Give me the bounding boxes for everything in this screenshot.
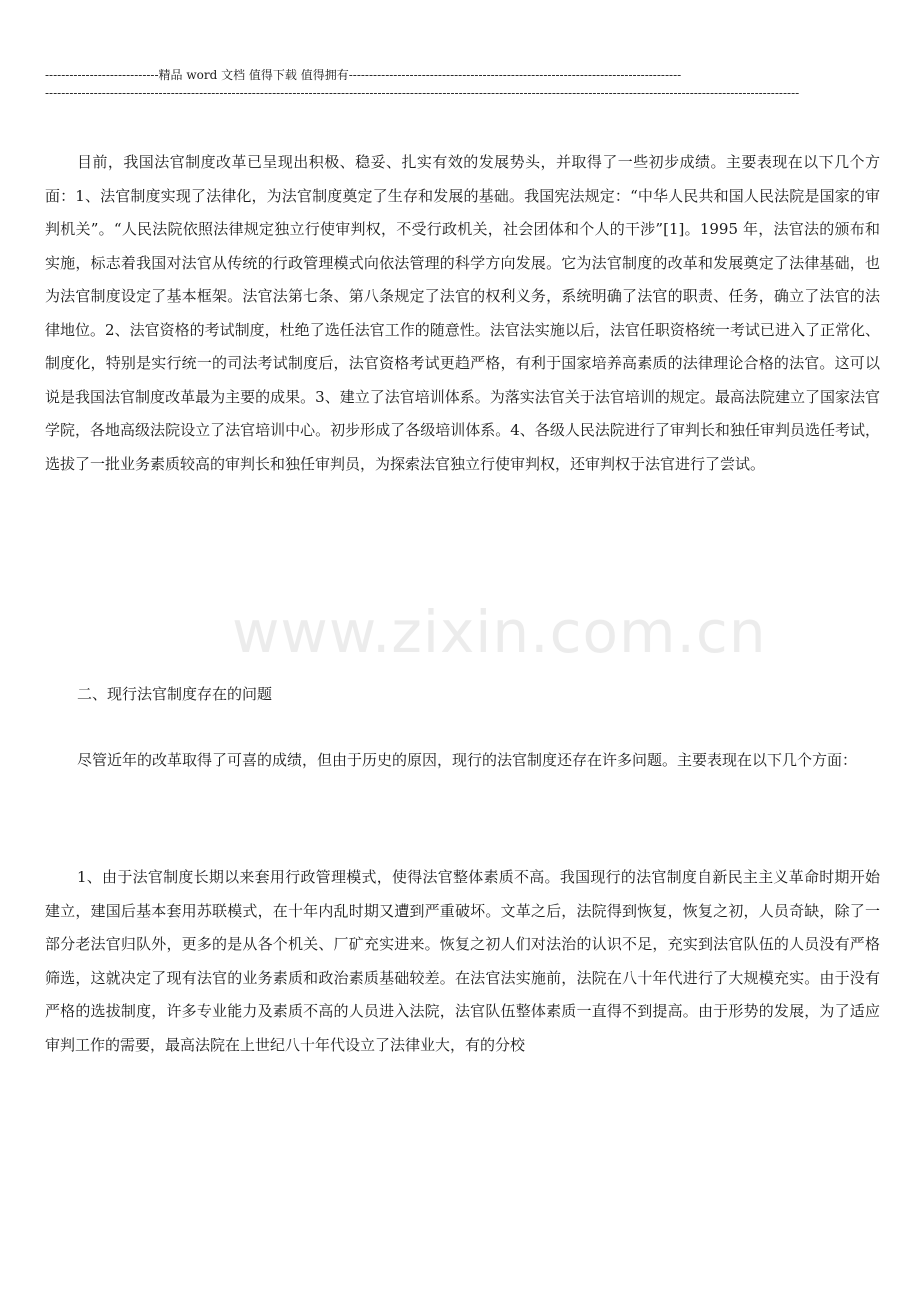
paragraph-achievements: 目前，我国法官制度改革已呈现出积极、稳妥、扎实有效的发展势头，并取得了一些初步成绩。主要表现在以下几个方面：1、法官制度实现了法律化，为法官制度奠定了生存和发展的基础。我国宪法规定：“中华人民共和国人民法院是国家的审判机关”。“人民法院依照法律规定独立行使审判权，不受行政机关，社会团体和个人的干涉”[1]。1995 年，法官法的颁布和实施，标志着我国对法官从传统的行政管理模式向依法管理的科学方向发展。它为法官制度的改革和发展奠定了法律基础，也为法官制度设定了基本框架。法官法第七条、第八条规定了法官的权利义务，系统明确了法官的职责、任务，确立了法官的法律地位。2、法官资格的考试制度，杜绝了选任法官工作的随意性。法官法实施以后，法官任职资格统一考试已进入了正常化、制度化，特别是实行统一的司法考试制度后，法官资格考试更趋严格，有利于国家培养高素质的法律理论合格的法官。这可以说是我国法官制度改革最为主要的成果。3、建立了法官培训体系。为落实法官关于法官培训的规定。最高法院建立了国家法官学院，各地高级法院设立了法官培训中心。初步形成了各级培训体系。4、各级人民法院进行了审判长和独任审判员选任考试，选拔了一批业务素质较高的审判长和独任审判员，为探索法官独立行使审判权，还审判权于法官进行了尝试。 [45,153,880,473]
paragraph-problem-1: 1、由于法官制度长期以来套用行政管理模式，使得法官整体素质不高。我国现行的法官制度自新民主主义革命时期开始建立，建国后基本套用苏联模式，在十年内乱时期又遭到严重破坏。文革之后，法院得到恢复，恢复之初，人员奇缺，除了一部分老法官归队外，更多的是从各个机关、厂矿充实进来。恢复之初人们对法治的认识不足，充实到法官队伍的人员没有严格筛选，这就决定了现有法官的业务素质和政治素质基础较差。在法官法实施前，法院在八十年代进行了大规模充实。由于没有严格的选拔制度，许多专业能力及素质不高的人员进入法院，法官队伍整体素质一直得不到提高。由于形势的发展，为了适应审判工作的需要，最高法院在上世纪八十年代设立了法律业大，有的分校 [45,868,880,1054]
header-line-2: ------------------------------------------------------------------------------------------------------------------------------------------------------------------------------------------ [45,86,800,100]
section-heading: 二、现行法官制度存在的问题 [77,685,273,703]
watermark: www.zixin.com.cn [232,598,767,666]
paragraph-intro-problems: 尽管近年的改革取得了可喜的成绩，但由于历史的原因，现行的法官制度还存在许多问题。主要表现在以下几个方面： [77,751,858,769]
header-line-1: ----------------------------精品 word 文档 值得下载 值得拥有---------------------------------------------------------------------------------- [45,68,682,82]
